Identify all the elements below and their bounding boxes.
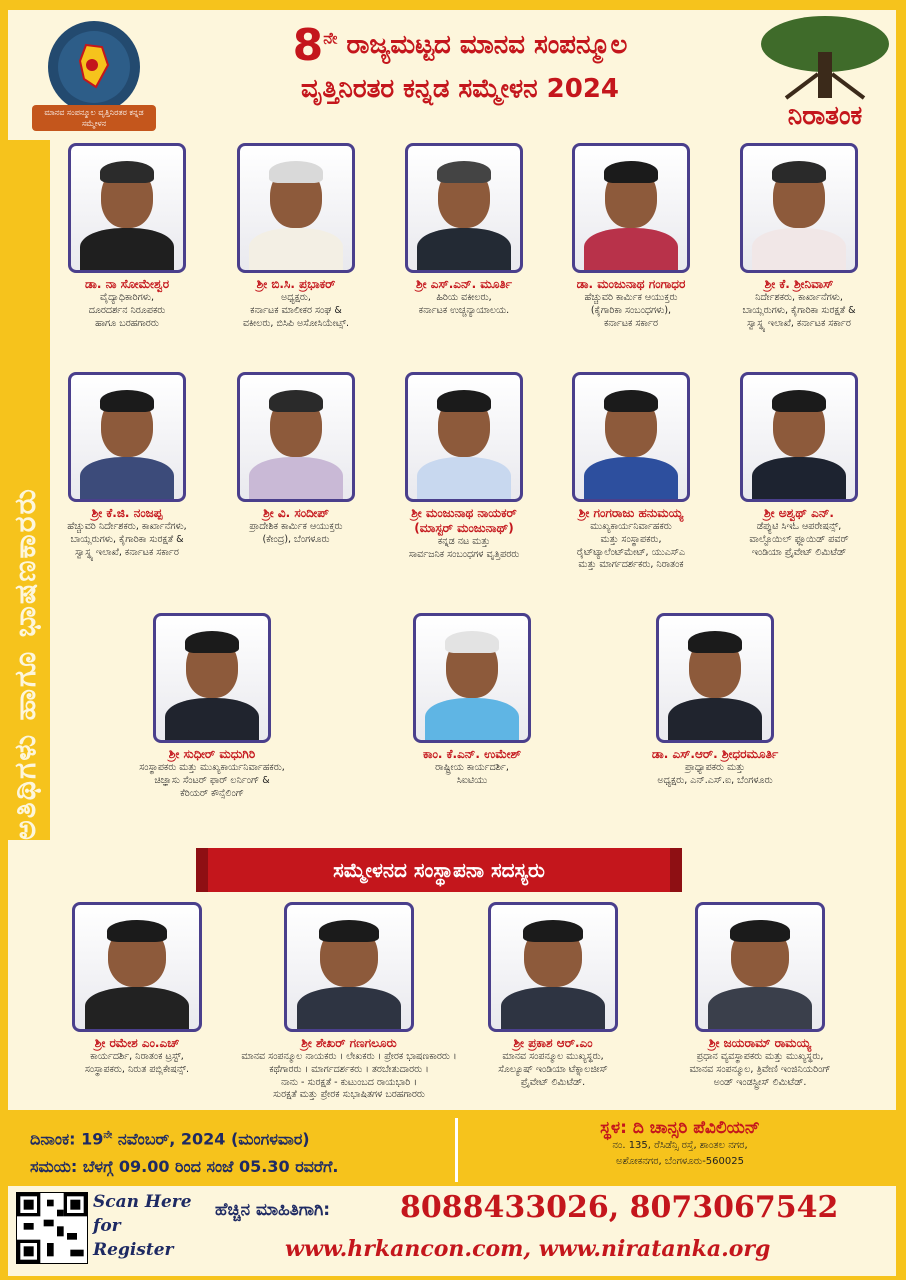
- speaker-photo: [740, 372, 858, 502]
- website-links[interactable]: www.hrkancon.com, www.niratanka.org: [285, 1236, 771, 1262]
- speaker-description: ನಿರ್ದೇಶಕರು, ಕಾರ್ಖಾನೆಗಳು, ಬಾಯ್ಲರುಗಳು, ಕೈಗಾರಿಕಾ ಸುರಕ್ಷತೆ & ಸ್ವಾಸ್ಥ್ಯ ಇಲಾಖೆ, ಕರ್ನಾಟಕ ಸರ್ಕಾರ: [742, 292, 856, 329]
- speaker-photo: [572, 143, 690, 273]
- founder-card: [635, 902, 885, 1089]
- event-date: ದಿನಾಂಕ: $19^{ನೇ}$ ನವೆಂಬರ್, 2024 (ಮಂಗಳವಾರ): [30, 1129, 310, 1149]
- founders-title: ಸಮ್ಮೇಳನದ ಸಂಸ್ಥಾಪನಾ ಸದಸ್ಯರು: [208, 848, 670, 892]
- speaker-photo: [413, 613, 531, 743]
- title-line-1: ರಾಜ್ಯಮಟ್ಟದ ಮಾನವ ಸಂಪನ್ಮೂಲ: [346, 30, 628, 60]
- phone-numbers[interactable]: 8088433026, 8073067542: [400, 1190, 839, 1225]
- speaker-photo: [68, 372, 186, 502]
- speaker-photo: [572, 372, 690, 502]
- speaker-name: ಶ್ರೀ ವಿ. ಸಂದೀಪ್: [263, 506, 329, 520]
- speaker-card: [680, 372, 906, 559]
- founder-description: ಮಾನವ ಸಂಪನ್ಮೂಲ ನಾಯಕರು । ಲೇಖಕರು । ಪ್ರೇರಕ ಭಾಷಣಕಾರರು । ಕಥೆಗಾರರು । ಮಾರ್ಗದರ್ಶಕರು । ತರಬೇತುದಾರರು । ನಾನು - ಸುರಕ್ಷತೆ - ಕುಟುಂಬದ ರಾಯಭಾರಿ । ಸುರಕ್ಷತೆ ಮತ್ತು ಪ್ರೇರಕ ಸುಭಾಷಿತಗಳ ಬರಹಗಾರರು: [241, 1051, 457, 1101]
- speaker-name: ಶ್ರೀ ಸುಧೀರ್ ಮಧುಗಿರಿ: [168, 747, 256, 761]
- speaker-name: ಡಾ. ಮಂಜುನಾಥ ಗಂಗಾಧರ: [576, 277, 686, 291]
- speaker-name: ಡಾ. ಎಸ್.ಆರ್. ಶ್ರೀಧರಮೂರ್ತಿ: [651, 747, 779, 761]
- venue-info: [470, 1118, 890, 1170]
- speaker-description: ಹಿರಿಯ ವಕೀಲರು, ಕರ್ನಾಟಕ ಉಚ್ಚನ್ಯಾಯಾಲಯ.: [418, 292, 510, 316]
- speaker-description: ವೈದ್ಯಾಧಿಕಾರಿಗಳು, ದೂರದರ್ಶನ ನಿರೂಪಕರು ಹಾಗೂ ಬರಹಗಾರರು: [88, 292, 166, 329]
- speaker-card: [596, 613, 834, 788]
- speaker-name: ಶ್ರೀ ಬಿ.ಸಿ. ಪ್ರಭಾಕರ್: [256, 277, 336, 291]
- scan-text: Scan Here for Register: [93, 1192, 192, 1260]
- page-title: [190, 18, 730, 106]
- founder-photo: [488, 902, 618, 1032]
- speaker-name: ಶ್ರೀ ಮಂಜುನಾಥ ನಾಯಕರ್ (ಮಾಸ್ಟರ್ ಮಂಜುನಾಥ್): [411, 506, 517, 535]
- speaker-name: ಡಾ. ನಾ ಸೋಮೇಶ್ವರ: [84, 277, 170, 291]
- edition-number: 8: [292, 20, 324, 71]
- founder-name: ಶ್ರೀ ರಮೇಶ ಎಂ.ಎಚ್: [94, 1036, 180, 1050]
- side-label: [8, 798, 43, 840]
- conference-logo: [30, 15, 158, 133]
- speaker-photo: [740, 143, 858, 273]
- speaker-description: ಡೆಪ್ಯುಟಿ ಸಿಇಓ ಆಪರೇಷನ್ಸ್, ವಾಲ್ಟೊಯಿಲ್ ಫ್ಲೂಯಿಡ್ ಪವರ್ ಇಂಡಿಯಾ ಪ್ರೈವೇಟ್ ಲಿಮಿಟೆಡ್: [749, 521, 849, 558]
- speaker-description: ರಾಷ್ಟ್ರೀಯ ಕಾರ್ಯದರ್ಶಿ, ಸಿಐಟಿಯು: [435, 762, 509, 786]
- speaker-photo: [405, 143, 523, 273]
- speaker-description: ಕನ್ನಡ ನಟ ಮತ್ತು ಸಾರ್ವಜನಿಕ ಸಂಬಂಧಗಳ ವೃತ್ತಿಪರರು: [408, 536, 520, 560]
- speaker-name: ಶ್ರೀ ಎಸ್.ಎನ್. ಮೂರ್ತಿ: [416, 277, 512, 291]
- niratanka-logo-text: ನಿರಾತಂಕ: [787, 101, 863, 131]
- speaker-description: ಪ್ರಾಧ್ಯಾಪಕರು ಮತ್ತು ಅಧ್ಯಕ್ಷರು, ಎನ್.ಎಸ್.ಐ, ಬೆಂಗಳೂರು: [657, 762, 773, 786]
- venue-address-2: ಅಶೋಕನಗರ, ಬೆಂಗಳೂರು-560025: [616, 1156, 744, 1167]
- speaker-photo: [68, 143, 186, 273]
- founder-description: ಮಾನವ ಸಂಪನ್ಮೂಲ ಮುಖ್ಯಸ್ಥರು, ಸೊಲ್ಯೂಷ್ ಇಂಡಿಯಾ ಟೆಕ್ನಾಲಜೀಸ್ ಪ್ರೈವೇಟ್ ಲಿಮಿಟೆಡ್.: [498, 1051, 608, 1088]
- founder-photo: [695, 902, 825, 1032]
- qr-code[interactable]: [16, 1192, 88, 1264]
- speaker-photo: [237, 372, 355, 502]
- venue-title: ಸ್ಥಳ: ದಿ ಚಾನ್ಸರಿ ಪೆವಿಲಿಯನ್: [600, 1118, 760, 1138]
- logo-caption: ಮಾನವ ಸಂಪನ್ಮೂಲ ವೃತ್ತಿನಿರತರ ಕನ್ನಡ ಸಮ್ಮೇಳನ: [44, 108, 144, 128]
- speaker-name: ಶ್ರೀ ಕೆ. ಶ್ರೀನಿವಾಸ್: [764, 277, 834, 291]
- speaker-photo: [153, 613, 271, 743]
- speaker-name: ಶ್ರೀ ಕೆ.ಜಿ. ನಂಜಪ್ಪ: [91, 506, 163, 520]
- info-divider: [455, 1118, 458, 1182]
- speaker-description: ಸಂಸ್ಥಾಪಕರು ಮತ್ತು ಮುಖ್ಯಕಾರ್ಯನಿರ್ವಾಹಕರು, ಚಿಜ್ಞಾಸು ಸೆಂಟರ್ ಫಾರ್ ಲರ್ನಿಂಗ್ & ಕೆರಿಯರ್ ಕೌನ್ಸೆಲಿಂಗ್: [139, 762, 285, 799]
- venue-address-1: ನಂ. 135, ರೆಸಿಡೆನ್ಸಿ ರಸ್ತೆ, ಶಾಂತಲ ನಗರ,: [612, 1140, 748, 1151]
- speaker-description: ಪ್ರಾದೇಶಿಕ ಕಾರ್ಮಿಕ ಆಯುಕ್ತರು (ಕೇಂದ್ರ), ಬೆಂಗಳೂರು: [249, 521, 343, 545]
- event-info: [30, 1122, 450, 1181]
- title-line-2: ವೃತ್ತಿನಿರತರ ಕನ್ನಡ ಸಮ್ಮೇಳನ 2024: [300, 74, 620, 104]
- founder-name: ಶ್ರೀ ಪ್ರಕಾಶ ಆರ್.ಎಂ: [513, 1036, 593, 1050]
- founder-photo: [72, 902, 202, 1032]
- speaker-card: [680, 143, 906, 330]
- founder-photo: [284, 902, 414, 1032]
- niratanka-logo: [756, 14, 894, 132]
- speaker-name: ಕಾಂ. ಕೆ.ಎನ್. ಉಮೇಶ್: [422, 747, 522, 761]
- founder-name: ಶ್ರೀ ಜಯರಾಮ್ ರಾಮಯ್ಯ: [708, 1036, 812, 1050]
- speaker-description: ಹೆಚ್ಚುವರಿ ನಿರ್ದೇಶಕರು, ಕಾರ್ಖಾನೆಗಳು, ಬಾಯ್ಲರುಗಳು, ಕೈಗಾರಿಕಾ ಸುರಕ್ಷತೆ & ಸ್ವಾಸ್ಥ್ಯ ಇಲಾಖೆ, ಕರ್ನಾಟಕ ಸರ್ಕಾರ: [67, 521, 187, 558]
- speaker-photo: [405, 372, 523, 502]
- edition-suffix: ನೇ: [323, 28, 338, 48]
- event-time: ಸಮಯ: ಬೆಳಗ್ಗೆ 09.00 ರಿಂದ ಸಂಜೆ 05.30 ರವರೆಗೆ.: [30, 1157, 339, 1177]
- speaker-description: ಅಧ್ಯಕ್ಷರು, ಕರ್ನಾಟಕ ಮಾಲೀಕರ ಸಂಘ & ವಕೀಲರು, ಬಿಸಿಪಿ ಅಸೋಸಿಯೇಟ್ಸ್.: [242, 292, 350, 329]
- speaker-card: [353, 613, 591, 788]
- speaker-photo: [237, 143, 355, 273]
- speaker-card: [93, 613, 331, 800]
- speaker-name: ಶ್ರೀ ಗಂಗರಾಜು ಹನುಮಯ್ಯ: [578, 506, 684, 520]
- contact-label: ಹೆಚ್ಚಿನ ಮಾಹಿತಿಗಾಗಿ:: [215, 1200, 331, 1220]
- speaker-description: ಹೆಚ್ಚುವರಿ ಕಾರ್ಮಿಕ ಆಯುಕ್ತರು (ಕೈಗಾರಿಕಾ ಸಂಬಂಧಗಳು), ಕರ್ನಾಟಕ ಸರ್ಕಾರ: [584, 292, 678, 329]
- founder-description: ಪ್ರಧಾನ ವ್ಯವಸ್ಥಾಪಕರು ಮತ್ತು ಮುಖ್ಯಸ್ಥರು, ಮಾನವ ಸಂಪನ್ಮೂಲ, ತ್ರಿವೇಣಿ ಇಂಜಿನಿಯರಿಂಗ್ ಅಂಡ್ ಇಂಡಸ್ಟ್ರೀಸ್ ಲಿಮಿಟೆಡ್.: [689, 1051, 831, 1088]
- speaker-name: ಶ್ರೀ ಅಶ್ವಥ್ ಎನ್.: [763, 506, 834, 520]
- founder-name: ಶ್ರೀ ಶೇಖರ್ ಗಣಗಲೂರು: [301, 1036, 397, 1050]
- founder-description: ಕಾರ್ಯದರ್ಶಿ, ನಿರಾತಂಕ ಟ್ರಸ್ಟ್, ಸಂಸ್ಥಾಪಕರು, ನಿರುತ ಪಬ್ಲಿಕೇಷನ್ಸ್.: [84, 1051, 190, 1075]
- speaker-description: ಮುಖ್ಯಕಾರ್ಯನಿರ್ವಾಹಕರು ಮತ್ತು ಸಂಸ್ಥಾಪಕರು, ರೈಟ್‌ಟ್ಯಾಲೆಂಟ್‌ಮೇಟ್, ಯುಎಸ್‌ಎ ಮತ್ತು ಮಾರ್ಗದರ್ಶಕರು, ನಿರಾತಂಕ: [576, 521, 686, 571]
- speaker-photo: [656, 613, 774, 743]
